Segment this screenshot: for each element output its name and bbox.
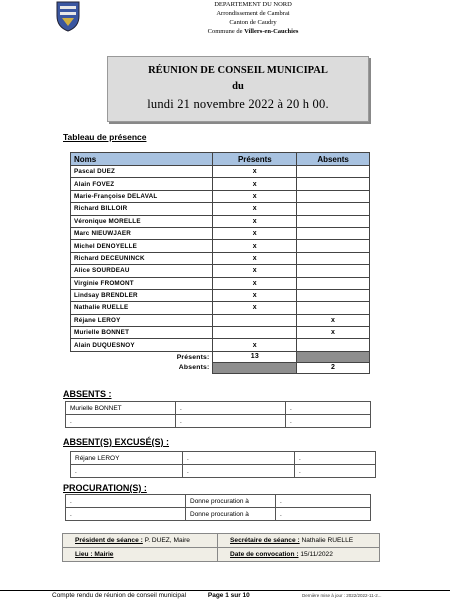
excused-table	[70, 451, 376, 478]
table-row	[71, 327, 370, 339]
present-mark	[213, 314, 297, 326]
present-mark: x	[213, 240, 297, 252]
present-mark: x	[213, 252, 297, 264]
place-label: Lieu : Mairie	[75, 551, 114, 558]
member-name: Réjane LEROY	[71, 314, 213, 326]
secretary-value: Nathalie RUELLE	[299, 537, 354, 544]
absent-mark: x	[297, 314, 370, 326]
president-value: P. DUEZ, Maire	[142, 537, 190, 544]
total-present-value: 13	[213, 351, 297, 362]
meeting-title: RÉUNION DE CONSEIL MUNICIPAL	[148, 65, 328, 76]
excused-cell: .	[295, 465, 376, 478]
total-present-row	[71, 351, 370, 362]
absents-cell: .	[286, 402, 371, 415]
present-mark	[213, 327, 297, 339]
absent-mark	[297, 240, 370, 252]
table-row	[71, 302, 370, 314]
total-absent-empty-cell	[213, 362, 297, 373]
present-mark: x	[213, 178, 297, 190]
excused-cell: .	[295, 452, 376, 465]
column-header-present: Présents	[213, 153, 297, 166]
table-row	[71, 452, 376, 465]
absent-mark	[297, 289, 370, 301]
excused-cell: .	[71, 465, 183, 478]
proxies-cell: Donne procuration à	[186, 495, 276, 508]
excused-cell: Réjane LEROY	[71, 452, 183, 465]
place-cell	[63, 548, 218, 562]
total-absent-row	[71, 362, 370, 373]
table-row	[71, 203, 370, 215]
meeting-title-du: du	[232, 81, 244, 92]
table-row	[63, 548, 380, 562]
table-row	[71, 277, 370, 289]
session-info-table	[62, 533, 380, 562]
excused-cell: .	[183, 452, 295, 465]
member-name: Alice SOURDEAU	[71, 265, 213, 277]
commune-name: Villers-en-Cauchies	[244, 28, 299, 35]
member-name: Marie-Françoise DELAVAL	[71, 190, 213, 202]
excused-cell: .	[183, 465, 295, 478]
secretary-cell	[218, 534, 380, 548]
table-row	[66, 508, 371, 521]
footer-date: Dernière mise à jour : 2022/2022-11-2...	[302, 593, 382, 598]
member-name: Nathalie RUELLE	[71, 302, 213, 314]
convocation-value: 15/11/2022	[298, 551, 333, 558]
absents-cell: .	[176, 415, 286, 428]
president-cell	[63, 534, 218, 548]
present-mark: x	[213, 339, 297, 351]
commune-prefix: Commune de	[207, 28, 245, 35]
member-name: Véronique MORELLE	[71, 215, 213, 227]
convocation-label: Date de convocation :	[230, 551, 299, 558]
president-label: Président de séance :	[75, 537, 143, 544]
absent-mark	[297, 302, 370, 314]
present-mark: x	[213, 215, 297, 227]
absent-mark: x	[297, 327, 370, 339]
attendance-label: Tableau de présence	[63, 132, 147, 142]
absent-mark	[297, 277, 370, 289]
member-name: Michel DENOYELLE	[71, 240, 213, 252]
proxies-title: PROCURATION(S) :	[63, 483, 147, 493]
arrondissement-line: Arrondissement de Cambrai	[216, 10, 290, 17]
table-row	[71, 178, 370, 190]
absents-cell: .	[66, 415, 176, 428]
total-absent-value: 2	[297, 362, 370, 373]
member-name: Alain FOVEZ	[71, 178, 213, 190]
meeting-date: lundi 21 novembre 2022 à 20 h 00.	[147, 97, 329, 111]
absent-mark	[297, 166, 370, 178]
proxies-cell: Donne procuration à	[186, 508, 276, 521]
secretary-label: Secrétaire de séance :	[230, 537, 300, 544]
present-mark: x	[213, 227, 297, 239]
proxies-cell: .	[276, 508, 371, 521]
table-row	[71, 215, 370, 227]
absents-title: ABSENTS :	[63, 389, 112, 399]
page-footer	[52, 592, 412, 599]
department-line: DEPARTEMENT DU NORD	[214, 1, 292, 8]
table-row	[66, 415, 371, 428]
proxies-table	[65, 494, 371, 521]
table-row	[71, 289, 370, 301]
footer-divider	[0, 590, 450, 591]
table-row	[71, 252, 370, 264]
absent-mark	[297, 178, 370, 190]
present-mark: x	[213, 302, 297, 314]
total-present-label: Présents:	[176, 353, 210, 361]
table-row	[71, 314, 370, 326]
proxies-cell: .	[66, 495, 186, 508]
table-row	[71, 339, 370, 351]
absent-mark	[297, 339, 370, 351]
present-mark: x	[213, 166, 297, 178]
commune-line	[150, 27, 356, 36]
present-mark: x	[213, 265, 297, 277]
total-present-empty-cell	[297, 351, 370, 362]
member-name: Alain DUQUESNOY	[71, 339, 213, 351]
table-row	[66, 402, 371, 415]
table-row	[71, 465, 376, 478]
present-mark: x	[213, 289, 297, 301]
prefecture-header	[150, 0, 356, 36]
present-mark: x	[213, 190, 297, 202]
absents-cell: .	[286, 415, 371, 428]
table-row	[63, 534, 380, 548]
member-name: Richard DECEUNINCK	[71, 252, 213, 264]
present-mark: x	[213, 277, 297, 289]
canton-line: Canton de Caudry	[229, 19, 277, 26]
present-mark: x	[213, 203, 297, 215]
footer-text: Compte rendu de réunion de conseil municipal	[52, 592, 187, 599]
table-row	[71, 227, 370, 239]
absents-cell: .	[176, 402, 286, 415]
member-name: Virginie FROMONT	[71, 277, 213, 289]
member-name: Lindsay BRENDLER	[71, 289, 213, 301]
absent-mark	[297, 265, 370, 277]
meeting-title-box	[107, 56, 369, 122]
convocation-cell	[218, 548, 380, 562]
table-row	[66, 495, 371, 508]
member-name: Pascal DUEZ	[71, 166, 213, 178]
absents-table	[65, 401, 371, 428]
table-row	[71, 166, 370, 178]
attendance-header-row	[71, 153, 370, 166]
absent-mark	[297, 215, 370, 227]
attendance-table	[70, 152, 370, 374]
member-name: Richard BILLOIR	[71, 203, 213, 215]
table-row	[71, 190, 370, 202]
total-absent-label: Absents:	[178, 364, 210, 372]
proxies-cell: .	[66, 508, 186, 521]
table-row	[71, 265, 370, 277]
page-number: Page 1 sur 10	[207, 592, 250, 599]
absent-mark	[297, 203, 370, 215]
column-header-names: Noms	[71, 153, 213, 166]
member-name: Marc NIEUWJAER	[71, 227, 213, 239]
absent-mark	[297, 252, 370, 264]
table-row	[71, 240, 370, 252]
column-header-absent: Absents	[297, 153, 370, 166]
absent-mark	[297, 190, 370, 202]
member-name: Murielle BONNET	[71, 327, 213, 339]
excused-title: ABSENT(S) EXCUSÉ(S) :	[63, 437, 170, 447]
absent-mark	[297, 227, 370, 239]
absents-cell: Murielle BONNET	[66, 402, 176, 415]
proxies-cell: .	[276, 495, 371, 508]
coat-of-arms-logo	[54, 0, 82, 32]
